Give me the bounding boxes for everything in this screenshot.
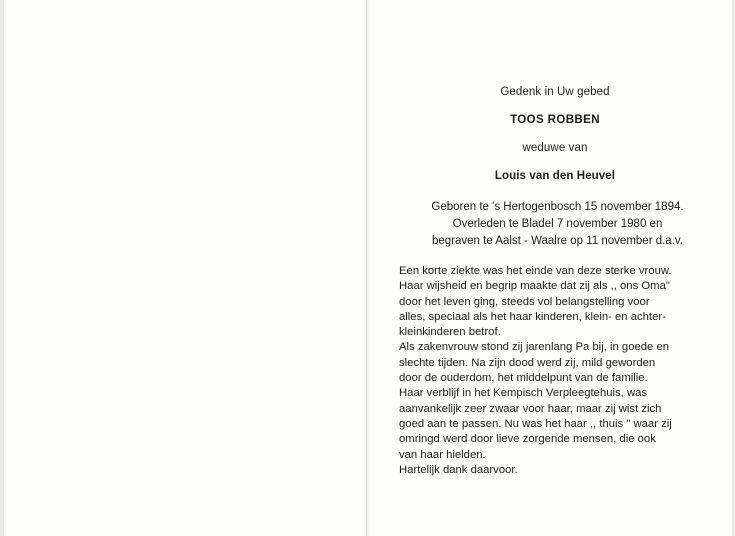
memorial-text-line: slechte tijden. Na zijn dood werd zij, mild geworden — [399, 356, 656, 369]
memorial-text-line: door de ouderdom, het middelpunt van de familie. — [399, 372, 648, 385]
memorial-text-line: Hartelijk dank daarvoor. — [399, 463, 518, 476]
memorial-text-line: Haar wijsheid en begrip maakte dat zij als ,, ons Oma" — [399, 280, 670, 293]
memorial-text-line: Een korte ziekte was het einde van deze sterke vrouw. — [399, 265, 672, 277]
memorial-text-line: alles, speciaal als het haar kinderen, klein- en achter- — [399, 310, 666, 323]
card-left-edge — [0, 0, 4, 536]
memorial-text-line: Als zakenvrouw stond zij jarenlang Pa bij, in goede en — [399, 341, 670, 354]
life-dates — [420, 199, 695, 250]
memorial-text — [399, 264, 693, 478]
card-header — [445, 86, 665, 182]
husband-name: Louis van den Heuvel — [494, 170, 616, 182]
memorial-text-line: Haar verblijf in het Kempisch Verpleegtehuis, was — [399, 387, 648, 400]
death-line: Overleden te Bladel 7 november 1980 en — [452, 218, 663, 230]
memorial-text-line: kleinkinderen betrof. — [399, 326, 501, 339]
memorial-text-line: omringd werd door lieve zorgende mensen, die ook — [399, 433, 656, 446]
memorial-text-line: aanvankelijk zeer zwaar voor haar, maar zij wist zich — [399, 402, 662, 415]
prayer-heading: Gedenk in Uw gebed — [500, 86, 610, 98]
deceased-name: TOOS ROBBEN — [510, 114, 600, 126]
card-fold-shadow — [367, 0, 371, 536]
birth-line: Geboren te 's Hertogenbosch 15 november 1894. — [431, 201, 684, 213]
memorial-text-line: goed aan te passen. Nu was het haar ,, thuis " waar zij — [399, 417, 672, 430]
memorial-text-line: door het leven ging, steeds vol belangstelling voor — [399, 295, 650, 308]
memorial-text-line: van haar hielden. — [399, 448, 486, 461]
burial-line: begraven te Aalst - Waalre op 11 november d.a.v. — [431, 235, 683, 247]
widow-of-label: weduwe van — [522, 142, 588, 154]
